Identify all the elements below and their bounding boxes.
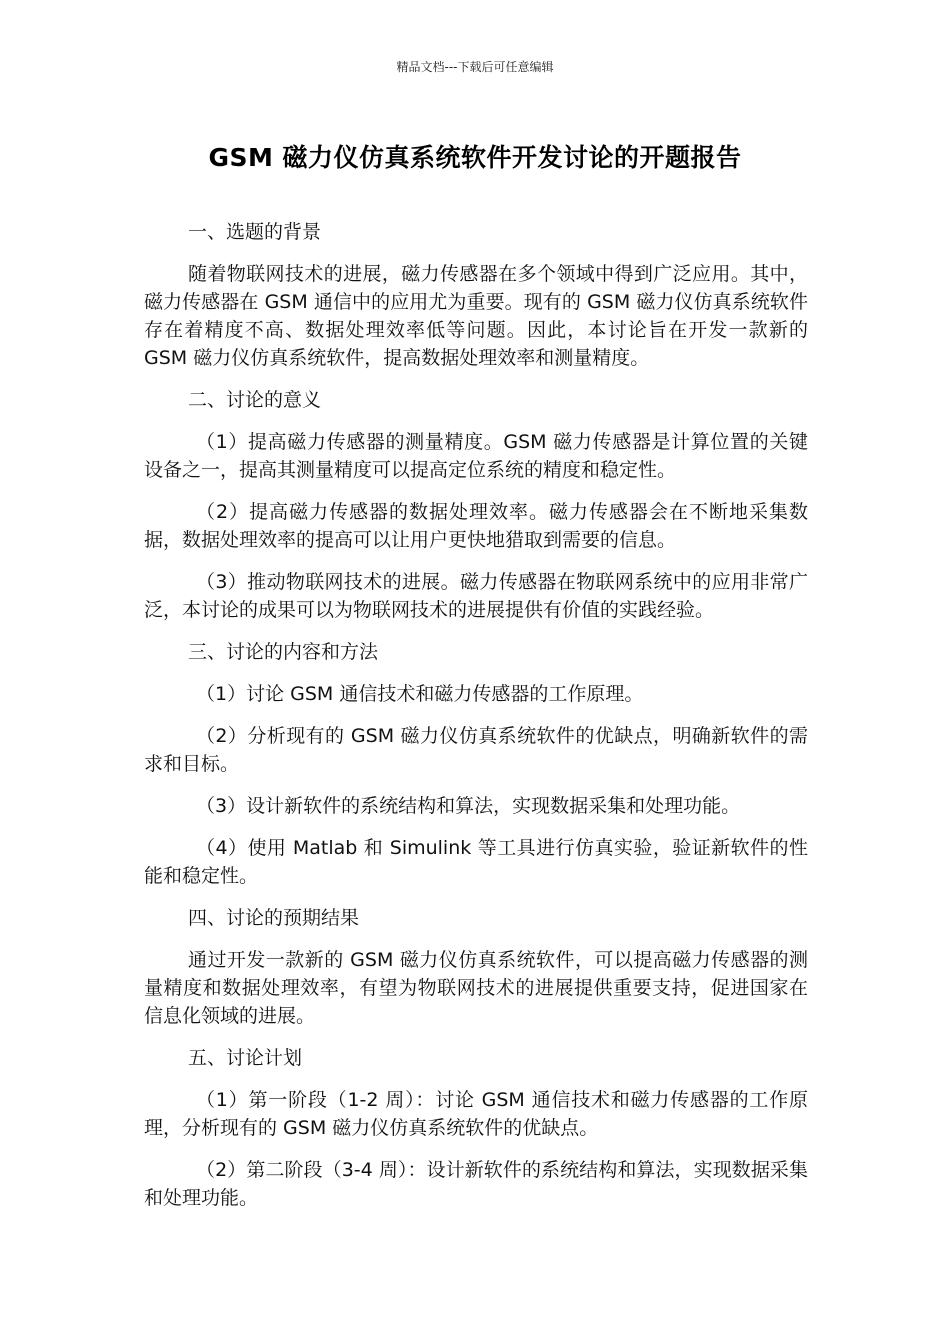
list-item: （1）提高磁力传感器的测量精度。GSM 磁力传感器是计算位置的关键设备之一，提高其测量精度可以提高定位系统的精度和稳定性。 — [144, 431, 808, 481]
list-item: （3）推动物联网技术的进展。磁力传感器在物联网系统中的应用非常广泛，本讨论的成果可以为物联网技术的进展提供有价值的实践经验。 — [144, 571, 808, 621]
paragraph: 随着物联网技术的进展，磁力传感器在多个领域中得到广泛应用。其中，磁力传感器在 GSM 通信中的应用尤为重要。现有的 GSM 磁力仪仿真系统软件存在着精度不高、数据处理效率低等问题。因此，本讨论旨在开发一款新的 GSM 磁力仪仿真系统软件，提高数据处理效率和测量精度。 — [144, 263, 808, 369]
list-item: （4）使用 Matlab 和 Simulink 等工具进行仿真实验，验证新软件的性能和稳定性。 — [144, 837, 808, 887]
list-item: （3）设计新软件的系统结构和算法，实现数据采集和处理功能。 — [196, 795, 741, 817]
list-item: （2）第二阶段（3-4 周）：设计新软件的系统结构和算法，实现数据采集和处理功能。 — [144, 1159, 808, 1209]
section-heading: 四、讨论的预期结果 — [188, 907, 360, 929]
document-title: GSM 磁力仪仿真系统软件开发讨论的开题报告 — [208, 143, 742, 172]
section-heading: 二、讨论的意义 — [188, 389, 322, 411]
document-body — [144, 218, 808, 1226]
section-heading: 三、讨论的内容和方法 — [188, 641, 379, 663]
list-item: （1）讨论 GSM 通信技术和磁力传感器的工作原理。 — [196, 683, 644, 705]
list-item: （2）分析现有的 GSM 磁力仪仿真系统软件的优缺点，明确新软件的需求和目标。 — [144, 725, 808, 775]
header-note: 精品文档---下载后可任意编辑 — [396, 60, 554, 74]
section-heading: 五、讨论计划 — [188, 1047, 303, 1069]
list-item: （1）第一阶段（1-2 周）：讨论 GSM 通信技术和磁力传感器的工作原理，分析现有的 GSM 磁力仪仿真系统软件的优缺点。 — [144, 1089, 808, 1139]
list-item: （2）提高磁力传感器的数据处理效率。磁力传感器会在不断地采集数据，数据处理效率的提高可以让用户更快地猎取到需要的信息。 — [144, 501, 808, 551]
section-heading: 一、选题的背景 — [188, 221, 322, 243]
paragraph: 通过开发一款新的 GSM 磁力仪仿真系统软件，可以提高磁力传感器的测量精度和数据处理效率，有望为物联网技术的进展提供重要支持，促进国家在信息化领域的进展。 — [144, 949, 808, 1027]
